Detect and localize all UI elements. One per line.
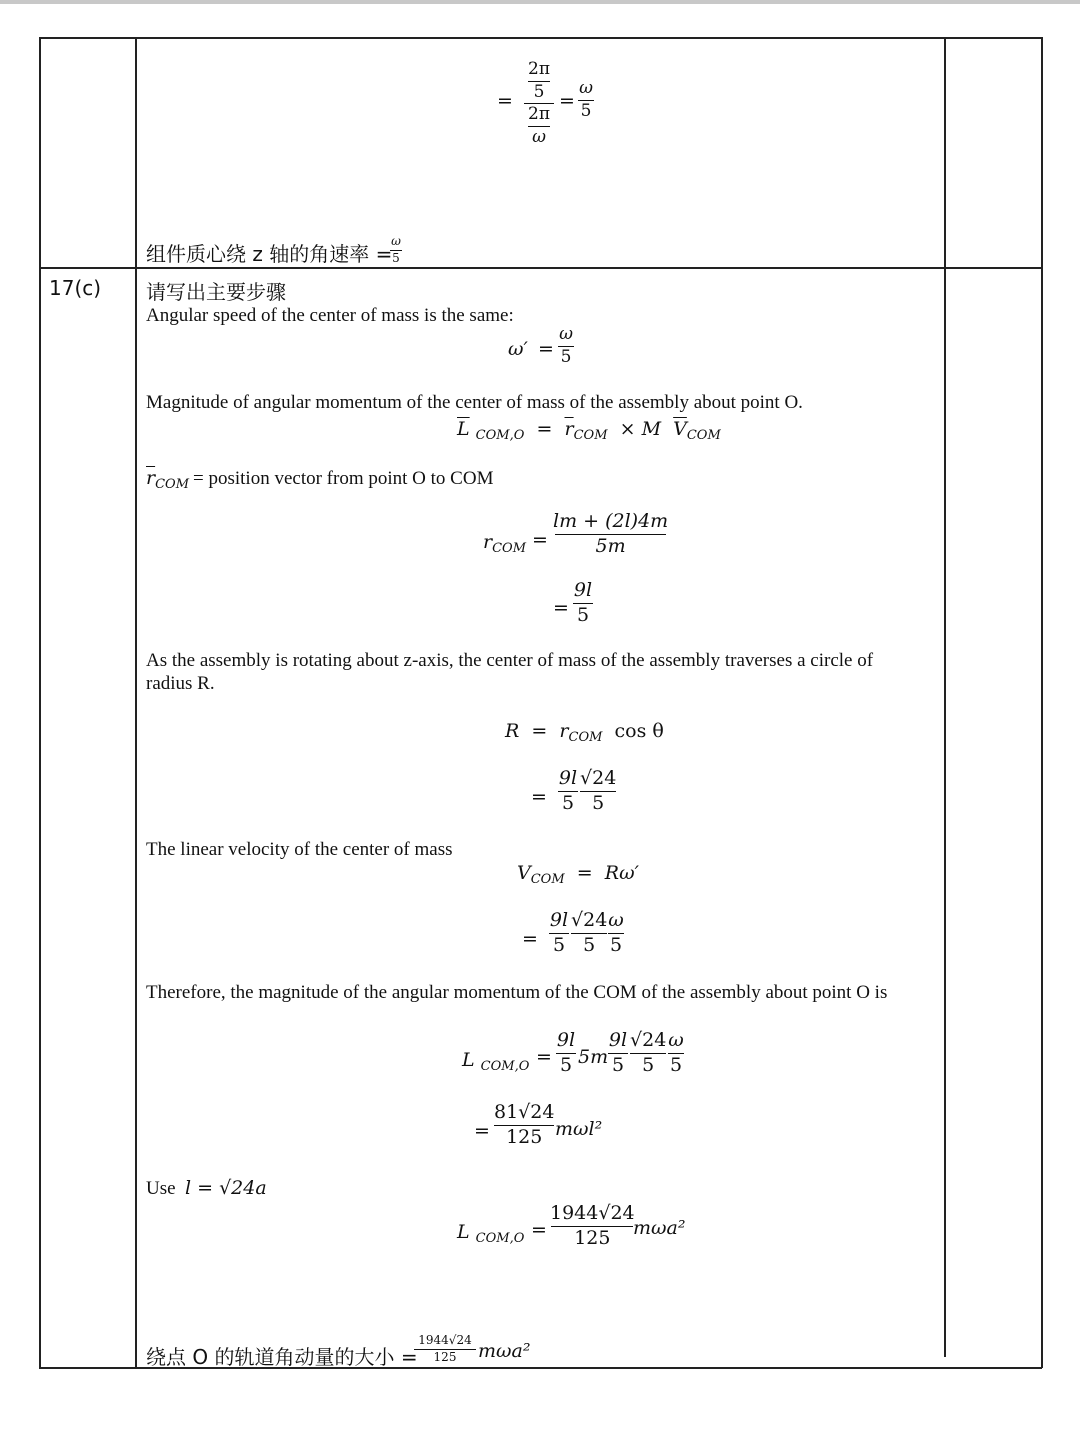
- equals-sign: =: [536, 418, 553, 440]
- denominator-denominator: ω: [532, 126, 546, 147]
- numerator: lm + (2l)4m: [553, 510, 669, 532]
- numerator: ω: [559, 324, 573, 344]
- answer-numerator: 1944√24: [418, 1333, 472, 1347]
- equals-sign: =: [559, 90, 575, 112]
- result-numerator: ω: [579, 78, 593, 98]
- table-col-divider-2: [944, 37, 946, 1357]
- fraction-omega-5: ω 5: [668, 1029, 684, 1076]
- L-lhs: L $_{COM,O}$: [462, 1049, 530, 1074]
- numerator: 9l: [573, 579, 593, 601]
- definition-text: = position vector from point O to COM: [193, 468, 494, 489]
- fraction-9l-5: 9l 5: [608, 1029, 628, 1076]
- equals-sign: =: [531, 1219, 547, 1241]
- fraction-9l-5: 9l 5: [558, 767, 578, 814]
- radius-equation: [505, 720, 664, 745]
- compound-fraction: [524, 60, 554, 147]
- equals-sign: =: [553, 597, 569, 619]
- paragraph-angular-speed: Angular speed of the center of mass is the same:: [146, 305, 514, 326]
- paragraph-therefore: Therefore, the magnitude of the angular momentum of the COM of the assembly about point O is: [146, 982, 888, 1003]
- denominator: 5m: [595, 534, 626, 557]
- rcom-fraction: [553, 511, 668, 558]
- rcom-lhs: $r_{COM}$: [483, 531, 527, 556]
- equals-sign: =: [531, 786, 547, 808]
- fraction-81sqrt24-125: 81√24 125: [494, 1101, 555, 1148]
- m-omega-a-squared: mωa²: [633, 1217, 686, 1239]
- equals-sign: =: [532, 529, 548, 551]
- inner-numerator: 2π: [528, 59, 550, 79]
- fraction-omega-5: ω 5: [608, 909, 624, 956]
- fraction-1944sqrt24-125: 1944√24 125: [550, 1202, 635, 1249]
- answer-numerator: ω: [391, 234, 401, 248]
- rcom-definition: [146, 467, 493, 490]
- result-fraction: [578, 79, 594, 121]
- top-scroll-edge: [0, 0, 1080, 4]
- denominator-fraction: [528, 105, 550, 147]
- V: V: [517, 862, 531, 884]
- subscript: COM: [573, 428, 608, 443]
- denominator: 5: [560, 346, 572, 367]
- five-m: 5m: [578, 1046, 609, 1068]
- velocity-equation: [517, 862, 639, 887]
- table-row-divider: [39, 267, 1042, 269]
- table-col-divider-1: [135, 37, 137, 1368]
- use-label: Use: [146, 1178, 176, 1199]
- question-number: 17(c): [49, 276, 102, 300]
- cross-M: × M: [619, 418, 662, 440]
- equals-sign: =: [522, 928, 538, 950]
- table-left-border: [39, 37, 41, 1368]
- equals-sign: =: [538, 338, 554, 360]
- l-substitution: l = √24a: [185, 1177, 267, 1199]
- m-omega-l-squared: mωl²: [555, 1118, 603, 1140]
- table-top-border: [39, 37, 1042, 39]
- r: r: [559, 720, 569, 742]
- paragraph-linear-velocity: The linear velocity of the center of mass: [146, 839, 453, 860]
- omega-fraction: [558, 325, 574, 367]
- row1-answer-label: 组件质心绕 z 轴的角速率 =: [146, 242, 393, 266]
- subscript: COM: [686, 428, 721, 443]
- denominator: 5: [576, 603, 590, 626]
- fraction-9l-5: 9l 5: [549, 909, 569, 956]
- fraction-sqrt24-5: √24 5: [571, 909, 608, 956]
- result-denominator: 5: [580, 100, 592, 121]
- fraction-9l-5: 9l 5: [556, 1029, 576, 1076]
- equals-sign: =: [576, 862, 593, 884]
- L-lhs: L $_{COM,O}$: [457, 1221, 525, 1246]
- rcom-result-fraction: [573, 580, 593, 627]
- fraction-sqrt24-5: √24 5: [630, 1029, 667, 1076]
- L-vector: $\overline{L}$: [457, 418, 470, 440]
- row2-answer-fraction: [414, 1334, 476, 1365]
- R: R: [505, 720, 520, 742]
- inner-denominator: 5: [533, 81, 545, 102]
- subscript: COM: [155, 477, 190, 492]
- omega-prime: ω′: [508, 338, 528, 360]
- r-vector: $\overline{r}$: [146, 467, 156, 489]
- row1-answer-fraction: [390, 235, 402, 266]
- equals-sign: =: [531, 720, 548, 742]
- angular-momentum-vector-equation: [457, 418, 721, 443]
- section-heading: 请写出主要步骤: [146, 280, 286, 304]
- cos-theta: cos θ: [614, 720, 664, 742]
- R-omega-prime: Rω′: [604, 862, 639, 884]
- equals-sign: =: [474, 1120, 490, 1142]
- paragraph-rotation-b: radius R.: [146, 673, 215, 694]
- answer-tail: mωa²: [478, 1340, 531, 1362]
- inner-fraction: [528, 60, 550, 102]
- equals-sign: =: [497, 90, 513, 112]
- subscript: COM: [530, 872, 565, 887]
- paragraph-angular-momentum: Magnitude of angular momentum of the center of mass of the assembly about point O.: [146, 392, 803, 413]
- fraction-sqrt24-5: √24 5: [580, 767, 617, 814]
- r-vector: $\overline{r}$: [564, 418, 574, 440]
- answer-denominator: 5: [392, 250, 400, 265]
- V-vector: $\overline{V}$: [673, 418, 687, 440]
- subscript: COM: [568, 730, 603, 745]
- paragraph-rotation-a: As the assembly is rotating about z-axis, the center of mass of the assembly traverses a circle of: [146, 650, 874, 671]
- subscript: COM,O: [475, 428, 525, 443]
- table-right-border: [1041, 37, 1043, 1368]
- row2-answer-label: 绕点 O 的轨道角动量的大小 =: [146, 1345, 418, 1369]
- denominator-numerator: 2π: [528, 104, 550, 125]
- answer-denominator: 125: [433, 1349, 457, 1364]
- equals-sign: =: [536, 1046, 552, 1068]
